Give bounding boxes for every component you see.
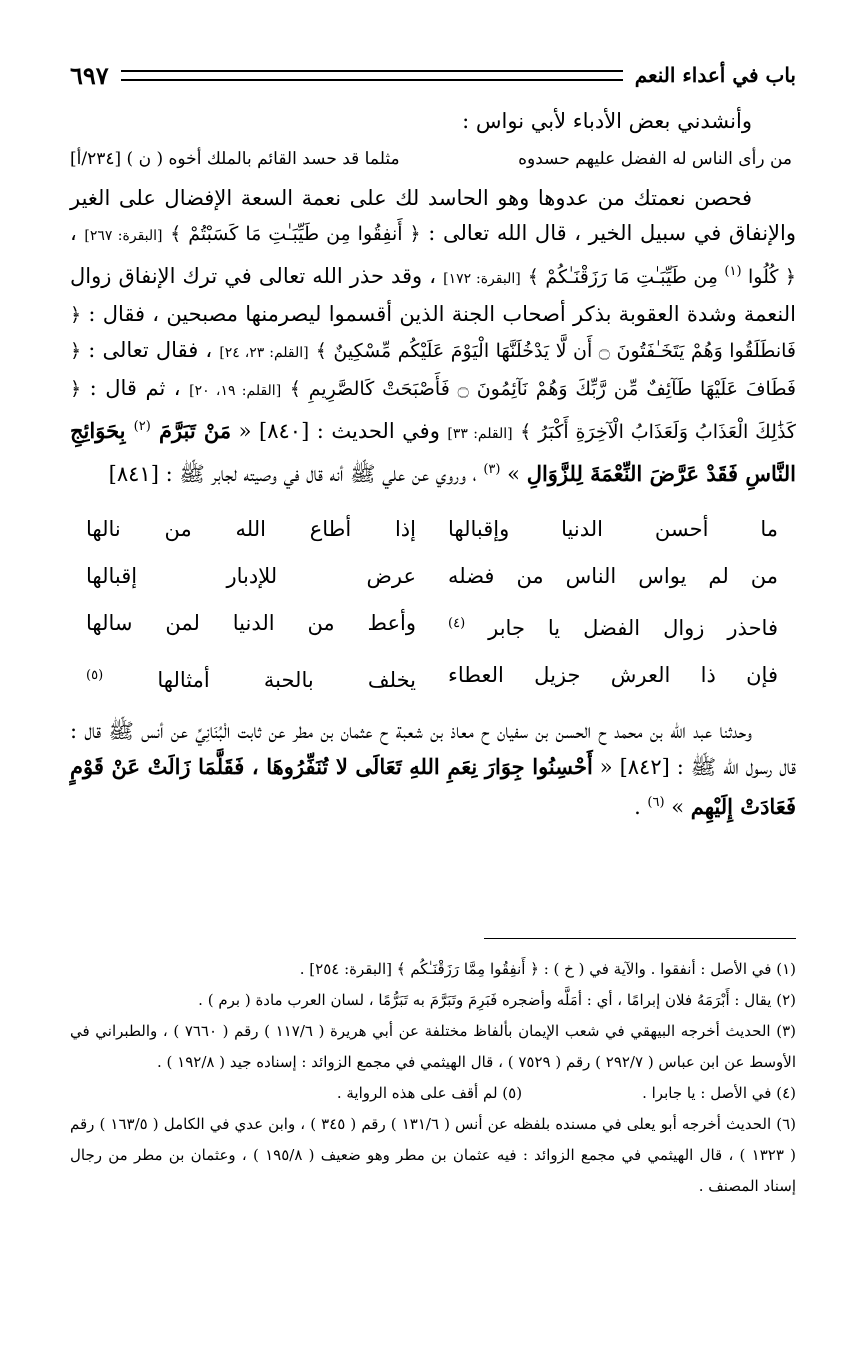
main-text (70, 104, 796, 825)
text-segment: ، فقال تعالى : (81, 338, 220, 362)
footnote-marker: (٢) (133, 419, 151, 434)
text-segment: وحدثنا عبد الله بن محمد ح الحسن بن سفيان ح معاذ بن شعبة ح عثمان بن مطر عن ثابت الْبُنَانِيِّ عن أنس ﷺ قال : قال رسول الله ﷺ : [٨٤٢] « (70, 719, 796, 779)
page-header (70, 58, 796, 92)
header-rule (121, 70, 623, 81)
text-segment: » (500, 462, 527, 486)
paragraph-2 (70, 714, 796, 825)
footnote-4: (٤) في الأصل : يا جابرا . (642, 1084, 796, 1102)
text-segment: فحصن نعمتك من عدوها وهو الحاسد لك على نعمة السعة الإفضال على الغير والإنفاق في سبيل الخير ، قال الله تعالى : (70, 186, 797, 245)
poem-text: فاحذر زوال الفضل يا جابر (488, 616, 778, 640)
footnotes (70, 954, 796, 1202)
text-segment: ، (70, 221, 85, 245)
poem-hemistich-left: عرض للإدبار إقبالها (86, 564, 416, 588)
quran-verse: ﴿ كُلُوا (741, 266, 796, 288)
poem-hemistich-right: ما أحسن الدنيا وإقبالها (448, 517, 778, 541)
text-segment: ، وروي عن علي ﷺ أنه قال في وصيته لجابر ﷺ : [٨٤١] (108, 462, 484, 486)
poem-hemistich-left: إذا أطاع الله من نالها (86, 517, 416, 541)
small-verse-right: من رأى الناس له الفضل عليهم حسدوه (518, 149, 792, 169)
hadith-text: مَنْ تَبَرَّمَ (150, 418, 232, 443)
footnote-marker: (٦) (647, 795, 665, 810)
quran-verse: ﴿ فَطَافَ عَلَيْهَا طَآئِفٌ مِّن رَّبِّكَ وَهُمْ نَآئِمُونَ ۝ فَأَصْبَحَتْ كَالصَّرِيمِ ﴾ (70, 340, 797, 400)
small-verse (70, 143, 796, 175)
small-verse-left: مثلما قد حسد القائم بالملك أخوه ( ن ) [٢٣٤/أ] (70, 149, 400, 169)
text-segment: » (664, 795, 691, 819)
quran-verse: ﴿ كَذَٰلِكَ الْعَذَابُ وَلَعَذَابُ الْآخِرَةِ أَكْبَرُ ﴾ (70, 378, 796, 443)
footnote-3: (٣) الحديث أخرجه البيهقي في شعب الإيمان بألفاظ مختلفة عن أبي هريرة ( ١١٧/٦ ) رقم ( ٧٦٦٠ ) ، والطبراني في الأوسط عن ابن عباس ( ٢٩٢/٧ ) رقم ( ٧٥٢٩ ) ، قال الهيثمي في مجمع الزوائد : إسناده جيد ( ١٩٢/٨ ) . (70, 1022, 796, 1071)
text-segment: ، ثم قال : (81, 376, 190, 400)
poem-line (70, 553, 796, 600)
hadith-text: أَحْسِنُوا جِوَارَ نِعَمِ اللهِ تَعَالَى لا تُنَفِّرُوهَا ، فَقَلَّمَا زَالَتْ عَنْ قَوْمٍ فَعَادَتْ إِلَيْهِم (70, 754, 796, 819)
verse-reference: [القلم: ١٩، ٢٠] (189, 383, 282, 399)
page-number: ٦٩٧ (70, 60, 109, 90)
footnote-marker: (١) (724, 264, 742, 279)
quran-verse: ﴿ أَنفِقُوا مِن طَيِّبَـٰتِ مَا كَسَبْتُمْ ﴾ (170, 223, 421, 245)
quran-verse: ﴿ فَانطَلَقُوا وَهُمْ يَتَخَـٰفَتُونَ ۝ أَن لَّا يَدْخُلَنَّهَا الْيَوْمَ عَلَيْكُم مِّسْكِينٌ ﴾ (70, 304, 797, 362)
poem-hemistich-left: وأعط من الدنيا لمن سالها (86, 611, 416, 635)
poem-hemistich-right: فإن ذا العرش جزيل العطاء (448, 663, 778, 687)
hadith-text: بِحَوَائِجِ النَّاسِ فَقَدْ عَرَّضَ النِّعْمَةَ لِلزَّوَالِ (70, 418, 796, 486)
verse-reference: [البقرة: ١٧٢] (443, 271, 521, 287)
text-segment: ، وقد حذر الله تعالى في ترك الإنفاق زوال النعمة وشدة العقوبة بذكر أصحاب الجنة الذين أقسموا ليصرمنها مصبحين ، فقال : (70, 264, 796, 326)
paragraph-1 (70, 181, 796, 492)
poem-line (70, 506, 796, 553)
footnote-marker: (٥) (86, 668, 104, 683)
text-segment: وفي الحديث : [٨٤٠] « (231, 419, 448, 443)
footnote-2: (٢) يقال : أَبْرَمَهُ فلان إبرامًا ، أي : أمَلَّه وأضجره فَبَرِمَ وتَبَرَّمَ به تَبَرُّمًا ، لسان العرب مادة ( برم ) . (198, 991, 796, 1009)
poem (70, 506, 796, 704)
quran-verse: مِن طَيِّبَـٰتِ مَا رَزَقْنَـٰكُمْ ﴾ (527, 266, 725, 288)
poem-hemistich-right (448, 600, 778, 652)
footnote-6: (٦) الحديث أخرجه أبو يعلى في مسنده بلفظه عن أنس ( ١٣١/٦ ) رقم ( ٣٤٥ ) ، وابن عدي في الكامل ( ١٦٣/٥ ) رقم ( ١٣٢٣ ) ، قال الهيثمي في مجمع الزوائد : فيه عثمان بن مطر وهو ضعيف ( ١٩٥/٨ ) ، وعثمان بن مطر من رجال إسناد المصنف . (70, 1115, 797, 1195)
text-segment: . (634, 795, 648, 819)
footnote-pair (70, 1078, 796, 1109)
verse-reference: [القلم: ٢٣، ٢٤] (219, 345, 309, 361)
footnote-marker: (٣) (483, 462, 501, 477)
verse-reference: [البقرة: ٢٦٧] (84, 228, 163, 244)
verse-reference: [القلم: ٣٣] (447, 426, 513, 442)
poem-line (70, 600, 796, 652)
footnote-1: (١) في الأصل : أنفقوا . والآية في ( خ ) : ﴿ أَنفِقُوا مِمَّا رَزَقْنَـٰكُم ﴾ [البقرة: ٢٥٤] . (299, 960, 796, 978)
footnote-5: (٥) لم أقف على هذه الرواية . (336, 1084, 523, 1102)
poem-line (70, 652, 796, 704)
footnote-rule (484, 938, 796, 939)
poem-hemistich-right: من لم يواس الناس من فضله (448, 564, 778, 588)
poem-text: يخلف بالحبة أمثالها (157, 668, 416, 692)
intro-line: وأنشدني بعض الأدباء لأبي نواس : (462, 109, 752, 133)
chapter-title: باب في أعداء النعم (634, 63, 796, 87)
poem-hemistich-left (86, 652, 416, 704)
footnote-marker: (٤) (448, 616, 466, 631)
